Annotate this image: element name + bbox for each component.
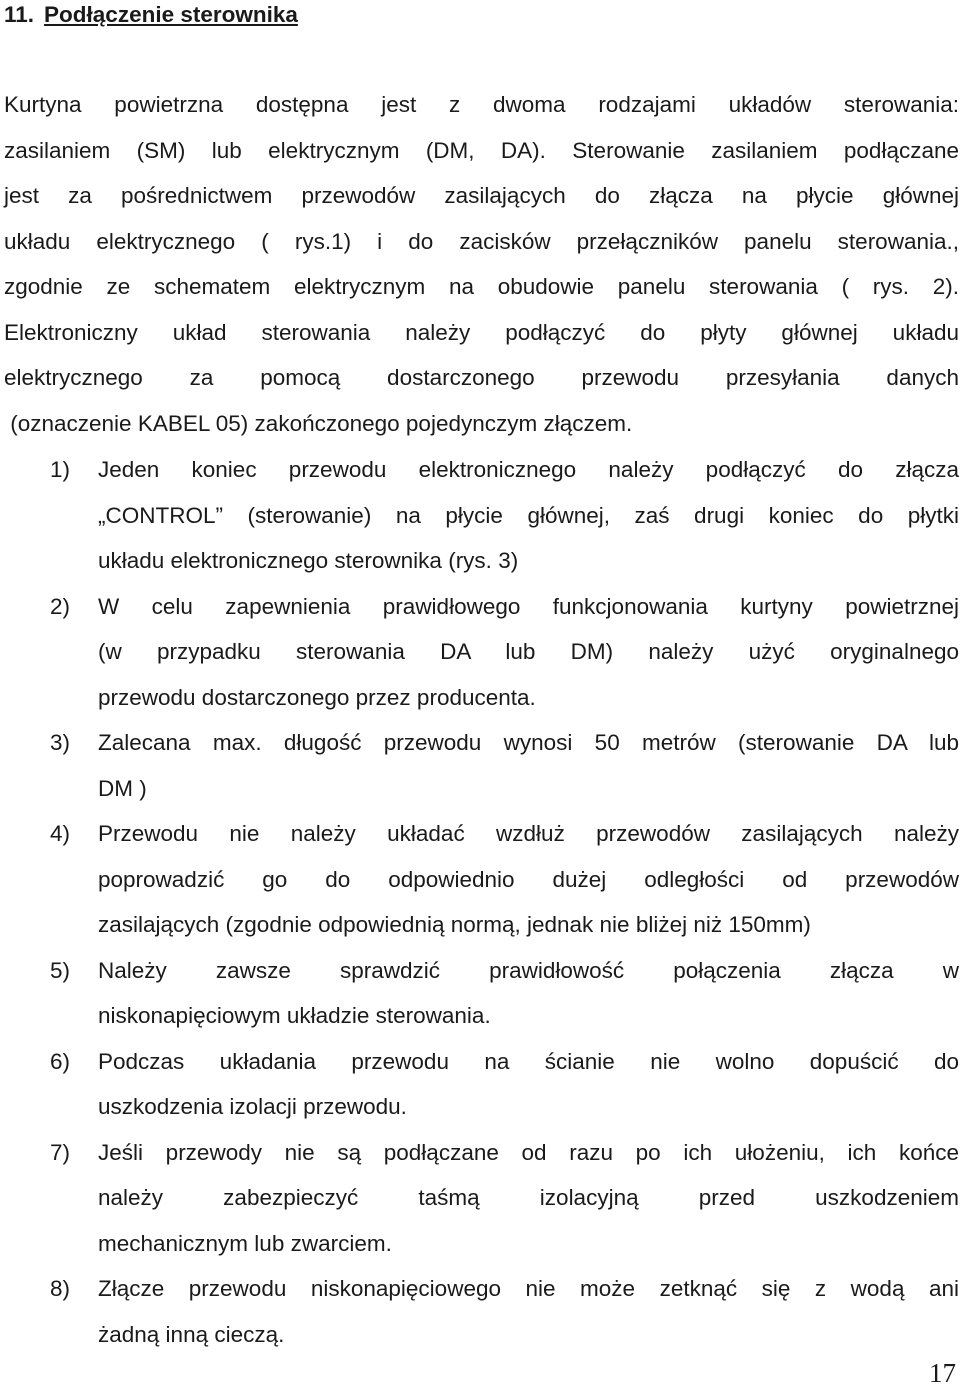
list-item-number: 8) — [50, 1276, 71, 1301]
list-item — [4, 447, 959, 584]
list-item — [4, 720, 959, 811]
list-item-line-last: DM ) — [98, 775, 147, 801]
list-item-line: Jeśli przewody nie są podłączane od razu po ich ułożeniu, ich końce — [98, 1139, 959, 1165]
list-item — [4, 1039, 959, 1130]
list-item-line: Podczas układania przewodu na ścianie nie wolno dopuścić do — [98, 1048, 959, 1074]
list-item-number: 7) — [50, 1139, 71, 1165]
list-item-line-last: niskonapięciowym układzie sterowania. — [98, 1003, 491, 1028]
intro-line: Elektroniczny układ sterowania należy podłączyć do płyty głównej układu — [4, 319, 959, 345]
list-item-number: 3) — [50, 730, 71, 755]
list-item-line: Przewodu nie należy układać wzdłuż przewodów zasilających należy — [98, 821, 959, 846]
list-item — [4, 811, 959, 948]
intro-line: Kurtyna powietrzna dostępna jest z dwoma rodzajami układów sterowania: — [4, 92, 959, 117]
list-item-line: poprowadzić go do odpowiednio dużej odległości od przewodów — [98, 866, 959, 892]
page-number: 17 — [929, 1358, 956, 1388]
list-item-line-last: uszkodzenia izolacji przewodu. — [98, 1094, 407, 1119]
list-item-line: W celu zapewnienia prawidłowego funkcjonowania kurtyny powietrznej — [98, 593, 959, 619]
intro-line: zgodnie ze schematem elektrycznym na obudowie panelu sterowania ( rys. 2). — [4, 274, 959, 299]
list-item-line-last: układu elektronicznego sterownika (rys. 3) — [98, 548, 519, 573]
list-item — [4, 1130, 959, 1267]
list-item — [4, 948, 959, 1039]
intro-line: układu elektrycznego ( rys.1) i do zacisków przełączników panelu sterowania., — [4, 228, 959, 254]
intro-line: elektrycznego za pomocą dostarczonego przewodu przesyłania danych — [4, 365, 959, 390]
list-item-line: (w przypadku sterowania DA lub DM) należy użyć oryginalnego — [98, 639, 959, 664]
intro-paragraph — [4, 82, 959, 446]
list-item-number: 6) — [50, 1048, 71, 1074]
section-number: 11. — [4, 2, 35, 27]
list-item-line: Złącze przewodu niskonapięciowego nie może zetknąć się z wodą ani — [98, 1276, 959, 1301]
list-item-line-last: żadną inną cieczą. — [98, 1321, 285, 1347]
list-item-line: należy zabezpieczyć taśmą izolacyjną przed uszkodzeniem — [98, 1185, 959, 1210]
list-item-number: 5) — [50, 957, 71, 983]
list-item-number: 1) — [50, 457, 71, 482]
list-item-line: Należy zawsze sprawdzić prawidłowość połączenia złącza w — [98, 957, 959, 983]
list-item-line: Zalecana max. długość przewodu wynosi 50 metrów (sterowanie DA lub — [98, 730, 959, 755]
list-item-line-last: przewodu dostarczonego przez producenta. — [98, 684, 536, 710]
intro-line-last: (oznaczenie KABEL 05) zakończonego pojedynczym złączem. — [4, 410, 633, 436]
intro-line: zasilaniem (SM) lub elektrycznym (DM, DA). Sterowanie zasilaniem podłączane — [4, 137, 959, 163]
list-item — [4, 584, 959, 721]
intro-line: jest za pośrednictwem przewodów zasilających do złącza na płycie głównej — [4, 183, 959, 208]
list-item-number: 4) — [50, 821, 71, 846]
list-item-line: Jeden koniec przewodu elektronicznego należy podłączyć do złącza — [98, 457, 959, 482]
list-item-line-last: zasilających (zgodnie odpowiednią normą, jednak nie bliżej niż 150mm) — [98, 912, 811, 937]
list-item-line: „CONTROL” (sterowanie) na płycie głównej, zaś drugi koniec do płytki — [98, 502, 959, 528]
section-title: Podłączenie sterownika — [44, 2, 298, 27]
instruction-list — [4, 447, 959, 1357]
list-item-line-last: mechanicznym lub zwarciem. — [98, 1230, 392, 1256]
list-item-number: 2) — [50, 593, 71, 619]
section-heading — [4, 0, 298, 38]
list-item — [4, 1266, 959, 1357]
